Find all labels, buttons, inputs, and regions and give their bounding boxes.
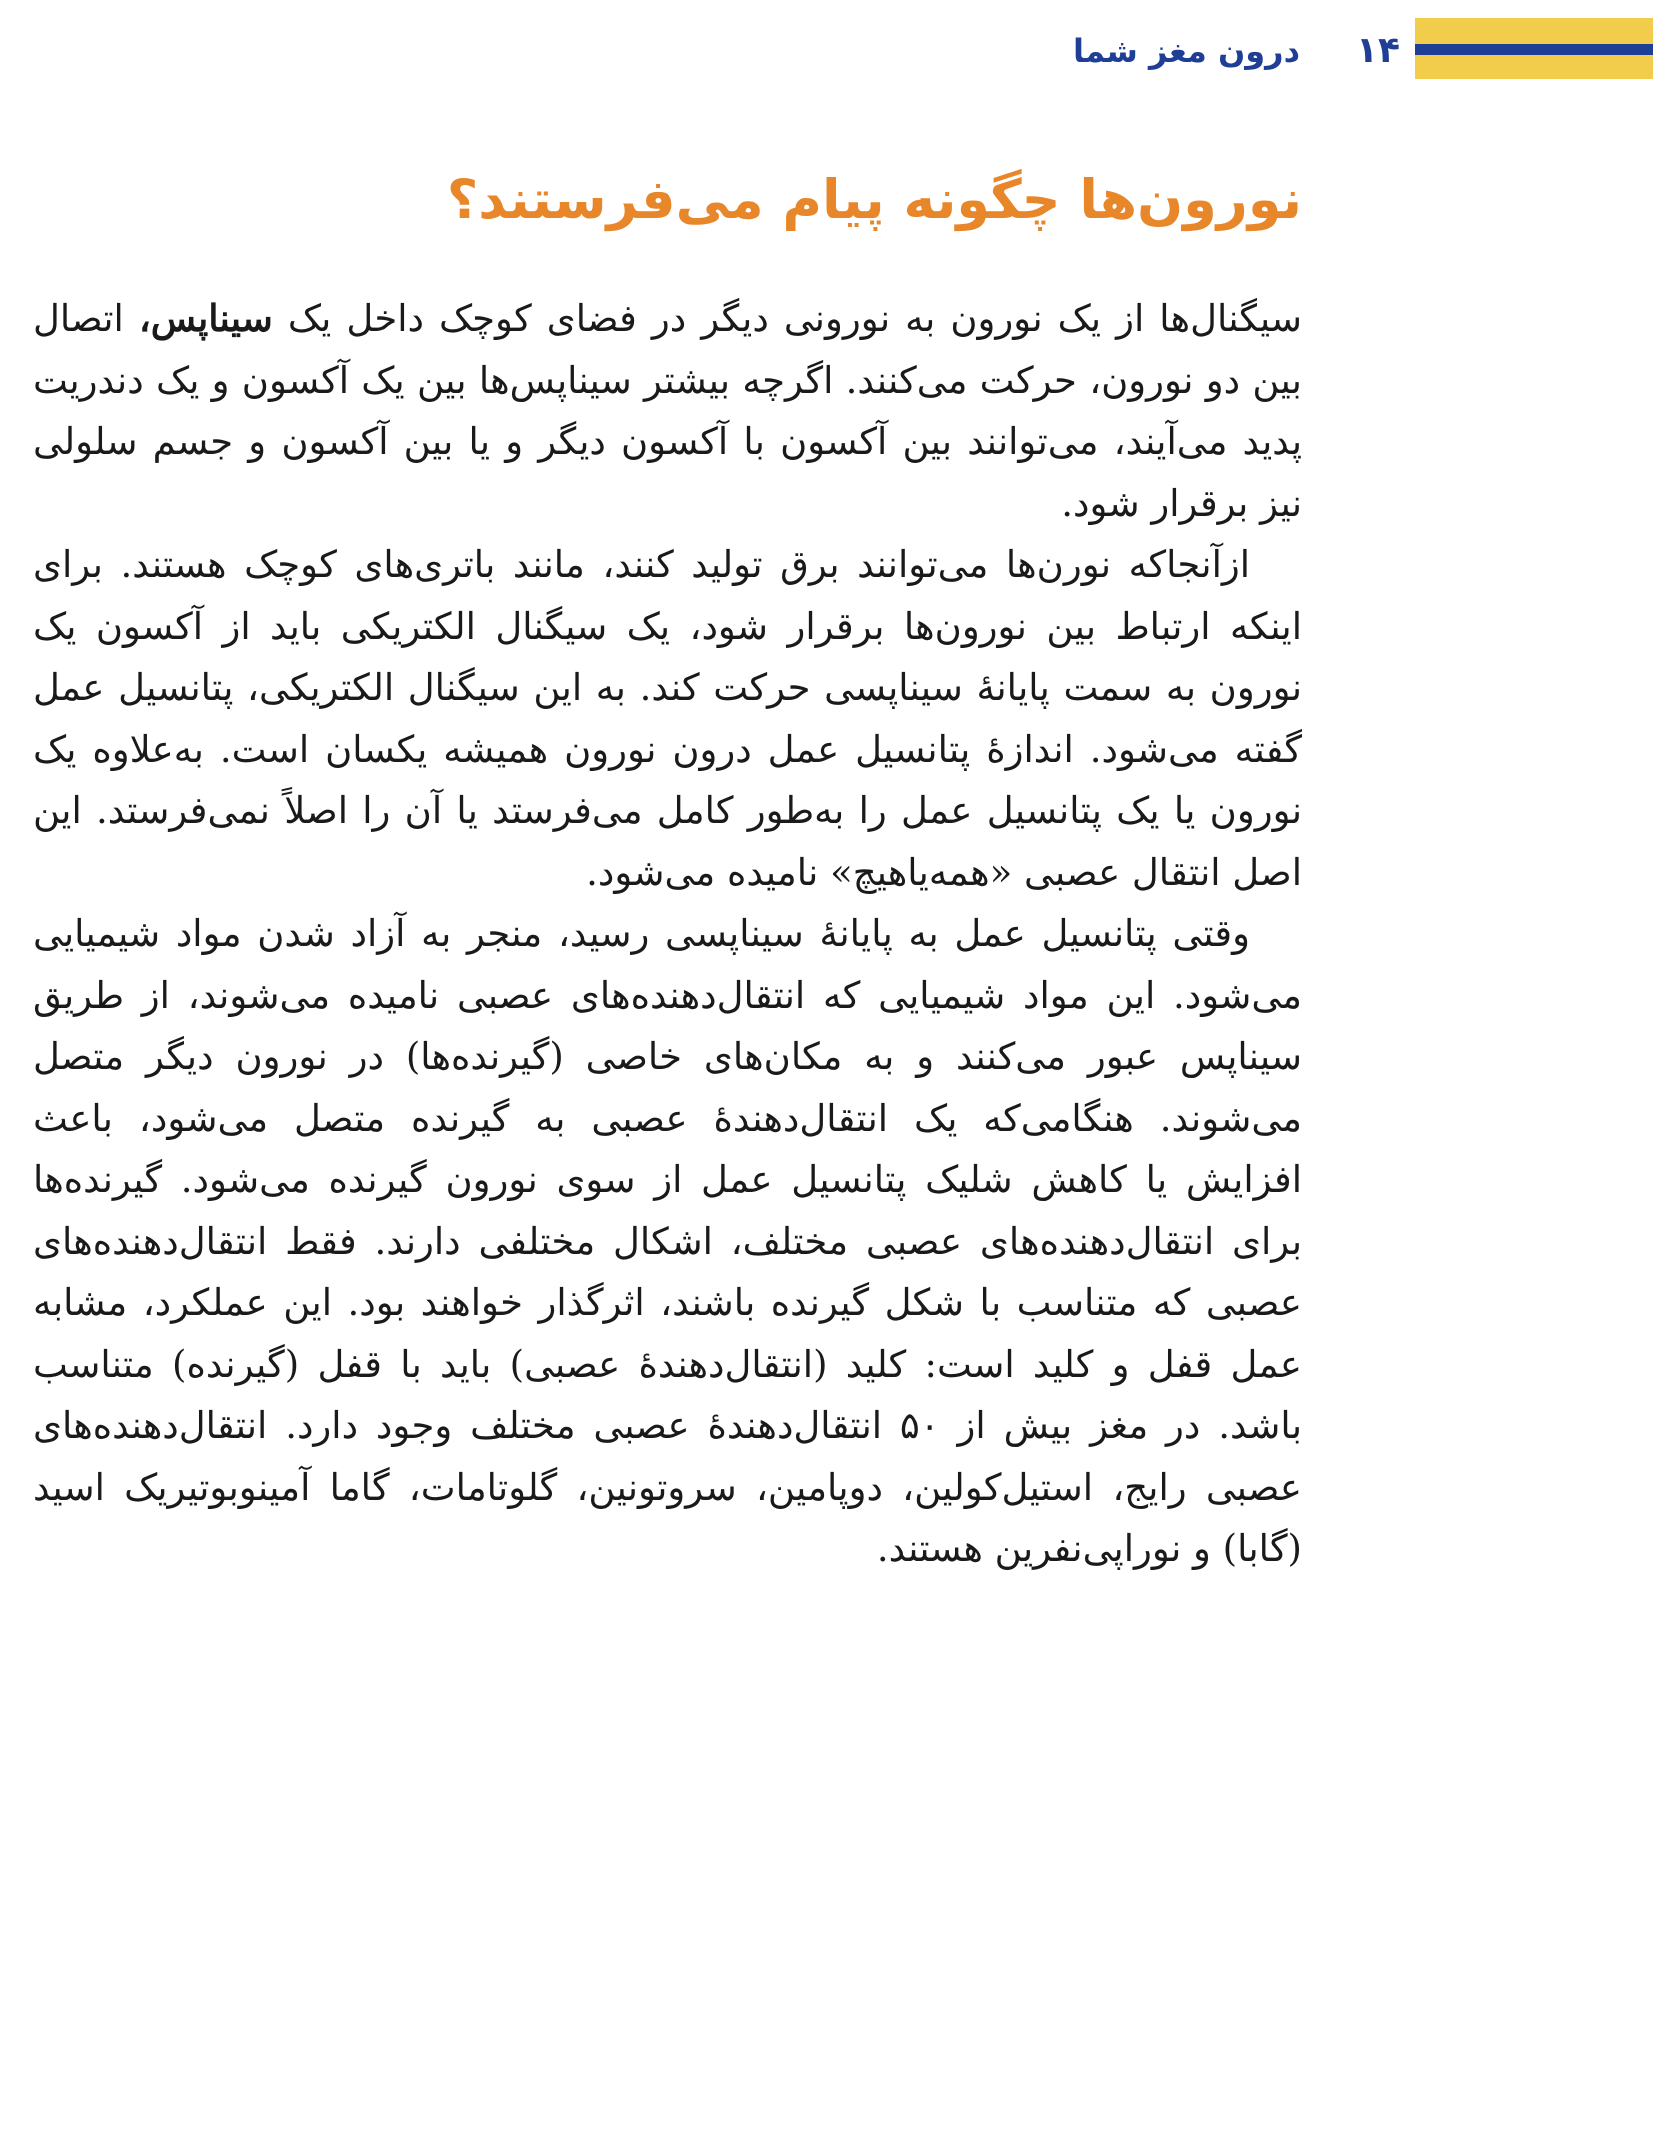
running-head: درون مغز شما (1072, 32, 1300, 70)
header-yellow-bar-lower (1415, 55, 1653, 79)
paragraph-1-rest: اتصال بین دو نورون، حرکت می‌کنند. اگرچه بیشتر سیناپس‌ها بین یک آکسون و یک دندریت پدید می‌آیند، می‌توانند بین آکسون با آکسون دیگر و یا بین آکسون و جسم سلولی نیز برقرار شود. (33, 297, 1302, 525)
header-yellow-bar (1415, 18, 1653, 44)
body-text (33, 288, 1302, 1580)
key-term-synapse: سیناپس، (138, 296, 273, 340)
header-color-bars (1415, 18, 1653, 79)
paragraph-1 (33, 288, 1302, 534)
page-number: ۱۴ (1356, 30, 1400, 71)
section-title: نورون‌ها چگونه پیام می‌فرستند؟ (446, 168, 1302, 231)
paragraph-3: وقتی پتانسیل عمل به پایانهٔ سیناپسی رسید، منجر به آزاد شدن مواد شیمیایی می‌شود. این مواد شیمیایی که انتقال‌دهنده‌های عصبی نامیده می‌شوند، از طریق سیناپس عبور می‌کنند و به مکان‌های خاصی (گیرنده‌ها) در نورون دیگر متصل می‌شوند. هنگامی‌که یک انتقال‌دهندهٔ عصبی به گیرنده متصل می‌شود، باعث افزایش یا کاهش شلیک پتانسیل عمل از سوی نورون گیرنده می‌شود. گیرنده‌ها برای انتقال‌دهنده‌های عصبی مختلف، اشکال مختلفی دارند. فقط انتقال‌دهنده‌های عصبی که متناسب با شکل گیرنده باشند، اثرگذار خواهند بود. این عملکرد، مشابه عمل قفل و کلید است: کلید (انتقال‌دهندهٔ عصبی) باید با قفل (گیرنده) متناسب باشد. در مغز بیش از ۵۰ انتقال‌دهندهٔ عصبی مختلف وجود دارد. انتقال‌دهنده‌های عصبی رایج، استیل‌کولین، دوپامین، سروتونین، گلوتامات، گاما آمینوبوتیریک اسید (گابا) و نوراپی‌نفرین هستند. (33, 912, 1302, 1570)
paragraph-1-start: سیگنال‌ها از یک نورون به نورونی دیگر در فضای کوچک داخل یک (287, 297, 1302, 340)
page-header (0, 0, 1653, 110)
paragraph-2: ازآنجاکه نورن‌ها می‌توانند برق تولید کنند، مانند باتری‌های کوچک هستند. برای اینکه ارتباط بین نورون‌ها برقرار شود، یک سیگنال الکتریکی باید از آکسون یک نورون به سمت پایانهٔ سیناپسی حرکت کند. به این سیگنال الکتریکی، پتانسیل عمل گفته می‌شود. اندازهٔ پتانسیل عمل درون نورون همیشه یکسان است. به‌علاوه یک نورون یا یک پتانسیل عمل را به‌طور کامل می‌فرستد یا آن را اصلاً نمی‌فرستد. این اصل انتقال عصبی «همه‌یاهیچ» نامیده می‌شود. (33, 543, 1302, 894)
header-blue-bar (1415, 44, 1653, 55)
